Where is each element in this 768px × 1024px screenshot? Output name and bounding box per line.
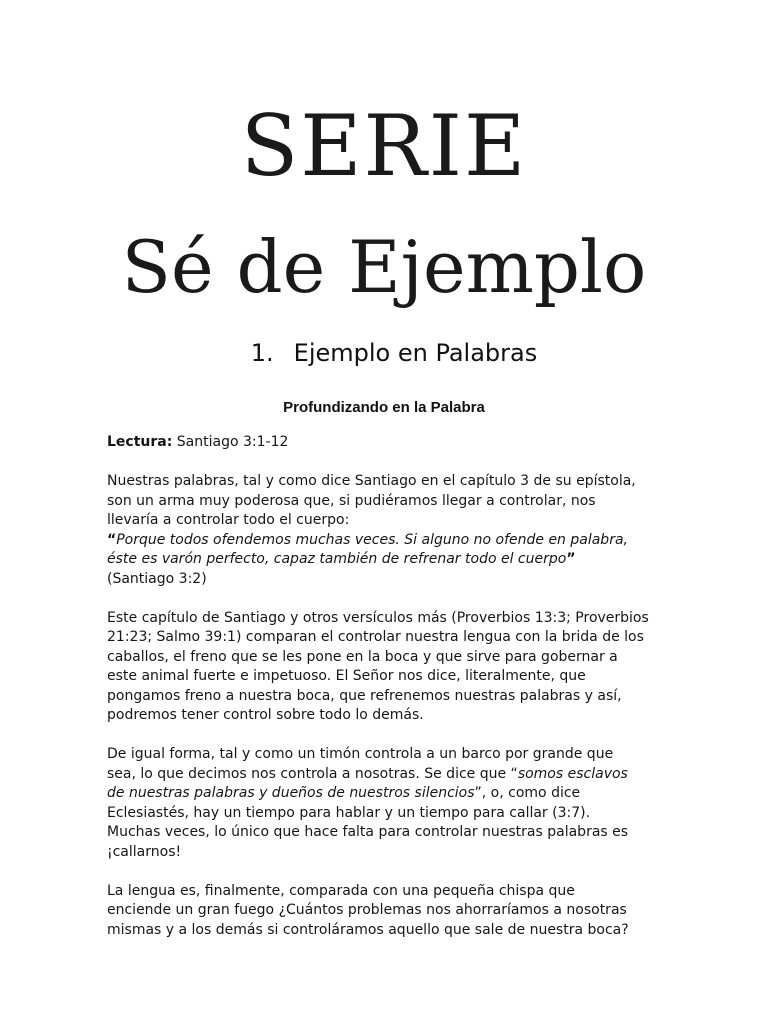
lectura-line (107, 433, 667, 453)
paragraph-line: caballos, el freno que se les pone en la boca y que sirve para gobernar a (107, 648, 618, 665)
chapter-title: Ejemplo en Palabras (293, 339, 538, 367)
scripture-quote: “Porque todos ofendemos muchas veces. Si alguno no ofende en palabra, (107, 531, 628, 548)
paragraph-line: sea, lo que decimos nos controla a nosotras. Se dice que “somos esclavos (107, 765, 628, 782)
lectura-label: Lectura: (107, 434, 173, 450)
paragraph-line: La lengua es, finalmente, comparada con una pequeña chispa que (107, 882, 575, 899)
paragraph-line: enciende un gran fuego ¿Cuántos problemas nos ahorraríamos a nosotras (107, 902, 627, 918)
chapter-subtitle (0, 336, 768, 370)
series-heading: SERIE (240, 97, 528, 195)
lectura-reference: Santiago 3:1-12 (172, 434, 289, 450)
paragraph-line: son un arma muy poderosa que, si pudiéramos llegar a controlar, nos (107, 492, 596, 509)
paragraph-line: podremos tener control sobre todo lo demás. (107, 707, 424, 723)
paragraph-line: Nuestras palabras, tal y como dice Santiago en el capítulo 3 de su epístola, (107, 473, 636, 489)
paragraph-line: Muchas veces, lo único que hace falta para controlar nuestras palabras es (107, 824, 629, 840)
paragraph-line: 21:23; Salmo 39:1) comparan el controlar nuestra lengua con la brida de los (107, 629, 644, 645)
scripture-quote: éste es varón perfecto, capaz también de refrenar todo el cuerpo” (107, 551, 576, 567)
paragraph-line: pongamos freno a nuestra boca, que refrenemos nuestras palabras y así, (107, 687, 622, 704)
scripture-reference: (Santiago 3:2) (107, 570, 207, 587)
paragraph-2 (107, 609, 667, 726)
paragraph-line: este animal fuerte e impetuoso. El Señor nos dice, literalmente, que (107, 668, 586, 684)
paragraph-line: mismas y a los demás si controláramos aquello que sale de nuestra boca? (107, 921, 629, 938)
chapter-number: 1. (250, 339, 274, 367)
document-body (107, 433, 667, 960)
paragraph-line: Este capítulo de Santiago y otros versículos más (Proverbios 13:3; Proverbios (107, 609, 649, 626)
paragraph-line: Eclesiastés, hay un tiempo para hablar y un tiempo para callar (3:7). (107, 804, 591, 821)
paragraph-1 (107, 472, 667, 589)
paragraph-line: ¡callarnos! (107, 843, 182, 860)
paragraph-3 (107, 745, 667, 862)
series-title: Sé de Ejemplo (121, 225, 647, 309)
paragraph-4 (107, 882, 667, 941)
paragraph-line: De igual forma, tal y como un timón controla a un barco por grande que (107, 746, 614, 762)
section-heading: Profundizando en la Palabra (283, 399, 485, 416)
paragraph-line: de nuestras palabras y dueños de nuestros silencios”, o, como dice (107, 785, 581, 801)
paragraph-line: llevaría a controlar todo el cuerpo: (107, 512, 350, 528)
